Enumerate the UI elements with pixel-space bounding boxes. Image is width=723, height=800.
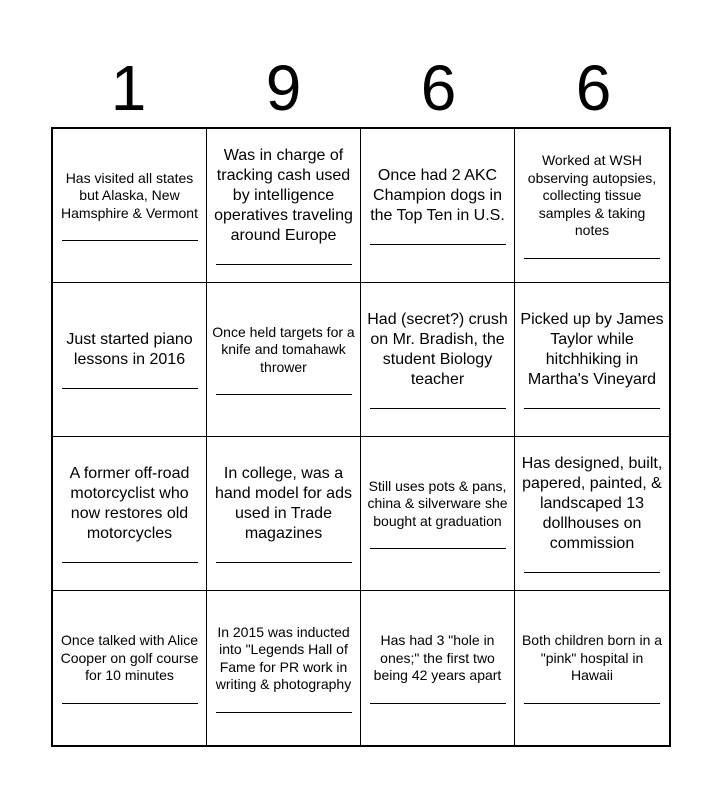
header-letter-3: 6 [420,52,457,124]
bingo-cell-r2c2[interactable] [207,283,361,437]
bingo-cell-r3c3[interactable] [361,437,515,591]
signature-line [524,703,660,704]
signature-line [62,240,198,241]
bingo-cell-r4c3[interactable] [361,591,515,745]
bingo-cell-r1c2[interactable] [207,129,361,283]
cell-text: Just started piano lessons in 2016 [66,331,193,368]
cell-text: Has visited all states but Alaska, New Hamsphire & Vermont [61,169,198,221]
bingo-header [51,52,671,124]
signature-line [216,562,352,563]
bingo-cell-r1c3[interactable] [361,129,515,283]
signature-line [216,712,352,713]
signature-line [524,572,660,573]
cell-text: Worked at WSH observing autopsies, collecting tissue samples & taking notes [527,152,657,239]
cell-text: Was in charge of tracking cash used by intelligence operatives traveling around Europe [214,147,353,244]
cell-text: Still uses pots & pans, china & silverware she bought at graduation [367,477,508,529]
bingo-cell-r3c4[interactable] [515,437,669,591]
bingo-cell-r3c2[interactable] [207,437,361,591]
header-letter-1: 1 [110,52,147,124]
cell-text: Has designed, built, papered, painted, & landscaped 13 dollhouses on commission [521,455,663,552]
header-letter-2: 9 [265,52,302,124]
signature-line [216,264,352,265]
bingo-cell-r1c4[interactable] [515,129,669,283]
bingo-cell-r3c1[interactable] [53,437,207,591]
signature-line [524,408,660,409]
cell-text: Once talked with Alice Cooper on golf course for 10 minutes [60,632,199,684]
bingo-cell-r4c1[interactable] [53,591,207,745]
signature-line [524,258,660,259]
header-letter-4: 6 [575,52,612,124]
cell-text: Once held targets for a knife and tomahawk thrower [212,323,355,375]
signature-line [62,562,198,563]
signature-line [62,388,198,389]
cell-text: Once had 2 AKC Champion dogs in the Top Ten in U.S. [370,167,505,224]
signature-line [370,244,506,245]
bingo-cell-r2c4[interactable] [515,283,669,437]
bingo-cell-r2c3[interactable] [361,283,515,437]
signature-line [62,703,198,704]
signature-line [370,703,506,704]
bingo-cell-r4c2[interactable] [207,591,361,745]
bingo-cell-r4c4[interactable] [515,591,669,745]
cell-text: Had (secret?) crush on Mr. Bradish, the student Biology teacher [367,311,508,388]
cell-text: A former off-road motorcyclist who now restores old motorcycles [69,465,190,542]
cell-text: In college, was a hand model for ads used in Trade magazines [215,465,352,542]
cell-text: Picked up by James Taylor while hitchhiking in Martha's Vineyard [520,311,664,388]
cell-text: In 2015 was inducted into "Legends Hall of Fame for PR work in writing & photography [215,623,352,692]
signature-line [370,548,506,549]
signature-line [370,408,506,409]
bingo-board [51,127,671,747]
bingo-cell-r1c1[interactable] [53,129,207,283]
bingo-cell-r2c1[interactable] [53,283,207,437]
cell-text: Both children born in a "pink" hospital in Hawaii [521,632,663,684]
signature-line [216,394,352,395]
cell-text: Has had 3 "hole in ones;" the first two being 42 years apart [373,632,502,684]
